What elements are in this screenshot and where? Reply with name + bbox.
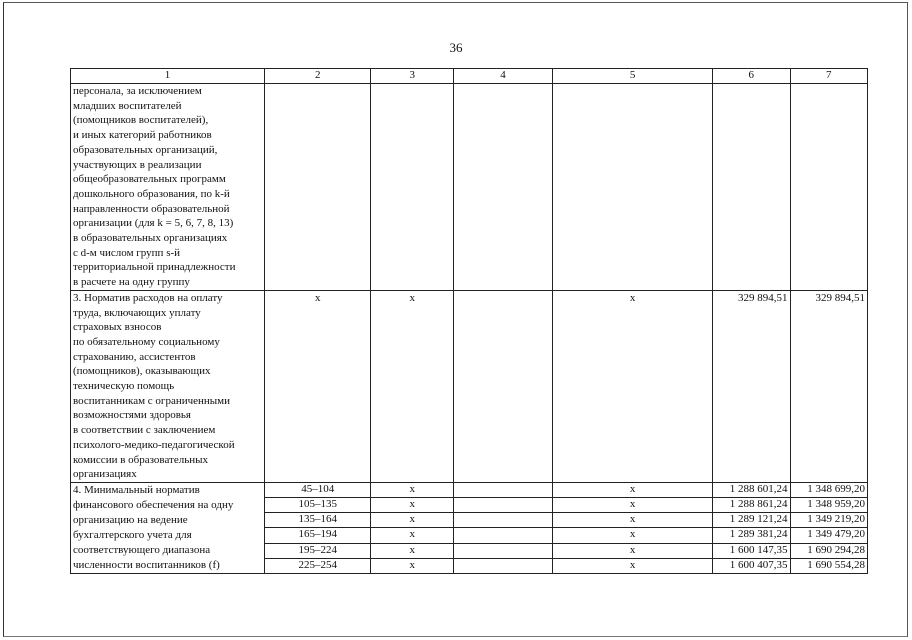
label-line: 3. Норматив расходов на оплату xyxy=(73,291,223,304)
table-cell xyxy=(453,84,552,291)
column-header: 3 xyxy=(371,69,454,84)
table-cell xyxy=(453,558,552,573)
table-cell: 45–104 xyxy=(265,482,371,497)
label-line: по обязательному социальному xyxy=(73,335,220,348)
table-cell: х xyxy=(371,513,454,528)
label-line: с d-м числом групп s-й xyxy=(73,246,181,259)
column-header: 7 xyxy=(790,69,867,84)
table-row xyxy=(71,84,868,291)
table-cell: 1 349 479,20 xyxy=(790,528,867,543)
column-header: 5 xyxy=(553,69,713,84)
table-cell: 195–224 xyxy=(265,543,371,558)
table-cell: 165–194 xyxy=(265,528,371,543)
table-cell: 1 690 554,28 xyxy=(790,558,867,573)
label-line: (помощников), оказывающих xyxy=(73,365,211,378)
table-cell: х xyxy=(371,558,454,573)
label-line: персонала, за исключением xyxy=(73,85,202,97)
table-cell: 329 894,51 xyxy=(713,290,790,482)
table-cell xyxy=(371,84,454,291)
label-line: (помощников воспитателей), xyxy=(73,114,209,127)
row-label xyxy=(71,84,265,291)
label-line: соответствующего диапазона xyxy=(73,543,211,556)
label-line: в соответствии с заключением xyxy=(73,424,216,437)
column-header: 4 xyxy=(453,69,552,84)
table-cell: х xyxy=(371,528,454,543)
table-cell xyxy=(453,528,552,543)
table-cell: х xyxy=(553,528,713,543)
table-row xyxy=(71,290,868,482)
label-line: территориальной принадлежности xyxy=(73,261,236,274)
table-cell: 135–164 xyxy=(265,513,371,528)
label-line: финансового обеспечения на одну xyxy=(73,498,234,511)
column-header: 2 xyxy=(265,69,371,84)
table-cell: 1 600 407,35 xyxy=(713,558,790,573)
table-cell xyxy=(265,84,371,291)
page-number: 36 xyxy=(449,40,463,55)
label-line: в образовательных организациях xyxy=(73,232,228,245)
table-cell: 1 288 601,24 xyxy=(713,482,790,497)
table-cell: х xyxy=(371,290,454,482)
table-cell xyxy=(453,290,552,482)
table-cell: х xyxy=(265,290,371,482)
table-cell xyxy=(453,513,552,528)
table-cell: 1 348 699,20 xyxy=(790,482,867,497)
table-cell: 105–135 xyxy=(265,498,371,513)
label-line: страхованию, ассистентов xyxy=(73,350,196,363)
table-cell: х xyxy=(371,543,454,558)
table-cell xyxy=(453,498,552,513)
row-label xyxy=(71,482,265,573)
column-header: 6 xyxy=(713,69,790,84)
table-cell: х xyxy=(371,498,454,513)
label-line: воспитанникам с ограниченными xyxy=(73,394,231,407)
table-cell: 1 349 219,20 xyxy=(790,513,867,528)
label-line: численности воспитанников (f) xyxy=(73,558,220,571)
table-cell: 1 288 861,24 xyxy=(713,498,790,513)
label-line: младших воспитателей xyxy=(73,99,182,112)
table-cell: х xyxy=(553,543,713,558)
label-line: комиссии в образовательных xyxy=(73,453,209,466)
table-cell xyxy=(453,482,552,497)
table-cell: 329 894,51 xyxy=(790,290,867,482)
table-cell: х xyxy=(553,513,713,528)
table-cell xyxy=(790,84,867,291)
label-line: организациях xyxy=(73,468,137,481)
table-cell: 225–254 xyxy=(265,558,371,573)
label-line: дошкольного образования, по k-й xyxy=(73,187,230,200)
label-line: организацию на ведение xyxy=(73,513,188,526)
table-cell: 1 600 147,35 xyxy=(713,543,790,558)
label-line: в расчете на одну группу xyxy=(73,276,190,289)
table-cell: х xyxy=(371,482,454,497)
table-cell: 1 289 121,24 xyxy=(713,513,790,528)
data-table xyxy=(70,68,868,574)
table-cell: х xyxy=(553,558,713,573)
label-line: возможностями здоровья xyxy=(73,409,191,422)
table-row xyxy=(71,482,868,497)
column-header: 1 xyxy=(71,69,265,84)
table-cell xyxy=(453,543,552,558)
label-line: бухгалтерского учета для xyxy=(73,528,192,541)
table-cell: х xyxy=(553,290,713,482)
table-cell xyxy=(553,84,713,291)
label-line: 4. Минимальный норматив xyxy=(73,483,200,496)
label-line: страховых взносов xyxy=(73,321,162,334)
table-cell xyxy=(713,84,790,291)
table-cell: х xyxy=(553,482,713,497)
label-line: и иных категорий работников xyxy=(73,129,212,142)
table-cell: 1 690 294,28 xyxy=(790,543,867,558)
table-cell: х xyxy=(553,498,713,513)
label-line: труда, включающих уплату xyxy=(73,306,201,319)
label-line: образовательных организаций, xyxy=(73,143,218,156)
table-cell: 1 289 381,24 xyxy=(713,528,790,543)
label-line: техническую помощь xyxy=(73,380,175,393)
table-cell: 1 348 959,20 xyxy=(790,498,867,513)
label-line: общеобразовательных программ xyxy=(73,173,226,186)
label-line: психолого-медико-педагогической xyxy=(73,438,235,451)
row-label xyxy=(71,290,265,482)
label-line: направленности образовательной xyxy=(73,202,230,215)
header-row xyxy=(71,69,868,84)
label-line: организации (для k = 5, 6, 7, 8, 13) xyxy=(73,217,234,230)
label-line: участвующих в реализации xyxy=(73,158,202,171)
